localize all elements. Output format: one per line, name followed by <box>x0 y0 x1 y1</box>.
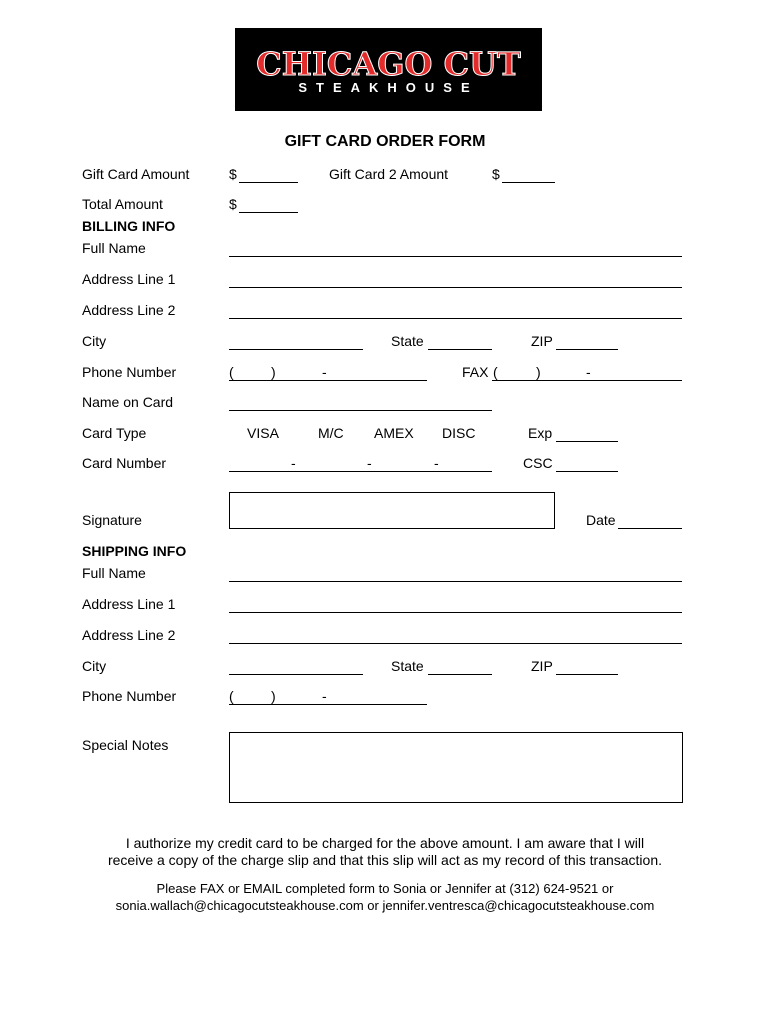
shipping-phone-field[interactable] <box>229 704 427 705</box>
billing-phone-label: Phone Number <box>82 364 177 380</box>
fax-field[interactable] <box>492 380 682 381</box>
billing-city-label: City <box>82 333 107 349</box>
page-title: GIFT CARD ORDER FORM <box>284 133 486 150</box>
billing-state-label: State <box>391 333 424 349</box>
shipping-address1-field[interactable] <box>229 612 682 613</box>
card-type-amex[interactable]: AMEX <box>374 425 414 441</box>
authorize-line-1: I authorize my credit card to be charged for the above amount. I am aware that I will <box>125 835 645 851</box>
billing-address1-field[interactable] <box>229 287 682 288</box>
fax-paren-open: ( <box>493 364 498 380</box>
billing-phone-field[interactable] <box>229 380 427 381</box>
gift-card-2-amount-field[interactable] <box>502 182 555 183</box>
shipping-heading: SHIPPING INFO <box>82 543 187 559</box>
card-type-label: Card Type <box>82 425 147 441</box>
authorize-text <box>0 835 770 869</box>
billing-address2-field[interactable] <box>229 318 682 319</box>
gift-card-amount-label: Gift Card Amount <box>82 166 190 182</box>
total-amount-field[interactable] <box>239 212 298 213</box>
contact-line-1: Please FAX or EMAIL completed form to Sonia or Jennifer at (312) 624-9521 or <box>156 881 614 896</box>
shipping-state-label: State <box>391 658 424 674</box>
contact-text <box>0 880 770 914</box>
name-on-card-field[interactable] <box>229 410 492 411</box>
currency-symbol: $ <box>492 166 500 182</box>
card-number-field[interactable] <box>229 471 492 472</box>
authorize-line-2: receive a copy of the charge slip and that this slip will act as my record of this transaction. <box>107 852 663 868</box>
fax-paren-close: ) <box>536 364 541 380</box>
card-type-visa[interactable]: VISA <box>247 425 279 441</box>
phone-paren-close: ) <box>271 688 276 704</box>
shipping-full-name-label: Full Name <box>82 565 146 581</box>
billing-address1-label: Address Line 1 <box>82 271 176 287</box>
special-notes-box[interactable] <box>229 732 683 803</box>
csc-field[interactable] <box>556 471 618 472</box>
shipping-full-name-field[interactable] <box>229 581 682 582</box>
phone-paren-open: ( <box>229 688 234 704</box>
total-amount-label: Total Amount <box>82 196 163 212</box>
signature-label: Signature <box>82 512 142 528</box>
shipping-state-field[interactable] <box>428 674 492 675</box>
gift-card-amount-field[interactable] <box>239 182 298 183</box>
billing-address2-label: Address Line 2 <box>82 302 176 318</box>
special-notes-label: Special Notes <box>82 737 169 753</box>
currency-symbol: $ <box>229 166 237 182</box>
logo <box>235 28 542 111</box>
shipping-city-label: City <box>82 658 107 674</box>
billing-heading: BILLING INFO <box>82 218 176 234</box>
card-number-label: Card Number <box>82 455 167 471</box>
exp-field[interactable] <box>556 441 618 442</box>
phone-dash: - <box>322 688 327 704</box>
billing-full-name-field[interactable] <box>229 256 682 257</box>
phone-paren-close: ) <box>271 364 276 380</box>
date-field[interactable] <box>618 528 682 529</box>
billing-state-field[interactable] <box>428 349 492 350</box>
billing-full-name-label: Full Name <box>82 240 146 256</box>
shipping-city-field[interactable] <box>229 674 363 675</box>
shipping-zip-field[interactable] <box>556 674 618 675</box>
shipping-address2-field[interactable] <box>229 643 682 644</box>
card-number-dash: - <box>434 455 439 471</box>
logo-subtitle: STEAKHOUSE <box>298 80 479 95</box>
logo-wordmark: CHICAGO CUT <box>256 45 521 83</box>
phone-dash: - <box>322 364 327 380</box>
fax-dash: - <box>586 364 591 380</box>
gift-card-2-amount-label: Gift Card 2 Amount <box>329 166 449 182</box>
fax-label: FAX <box>462 364 489 380</box>
exp-label: Exp <box>528 425 553 441</box>
name-on-card-label: Name on Card <box>82 394 174 410</box>
csc-label: CSC <box>523 455 553 471</box>
shipping-address1-label: Address Line 1 <box>82 596 176 612</box>
phone-paren-open: ( <box>229 364 234 380</box>
shipping-address2-label: Address Line 2 <box>82 627 176 643</box>
currency-symbol: $ <box>229 196 237 212</box>
signature-box[interactable] <box>229 492 555 529</box>
card-number-dash: - <box>367 455 372 471</box>
card-type-mc[interactable]: M/C <box>318 425 344 441</box>
card-type-disc[interactable]: DISC <box>442 425 476 441</box>
shipping-zip-label: ZIP <box>531 658 553 674</box>
billing-city-field[interactable] <box>229 349 363 350</box>
billing-zip-label: ZIP <box>531 333 553 349</box>
contact-line-2: sonia.wallach@chicagocutsteakhouse.com or jennifer.ventresca@chicagocutsteakhouse.com <box>115 898 655 913</box>
card-number-dash: - <box>291 455 296 471</box>
shipping-phone-label: Phone Number <box>82 688 177 704</box>
date-label: Date <box>586 512 616 528</box>
billing-zip-field[interactable] <box>556 349 618 350</box>
